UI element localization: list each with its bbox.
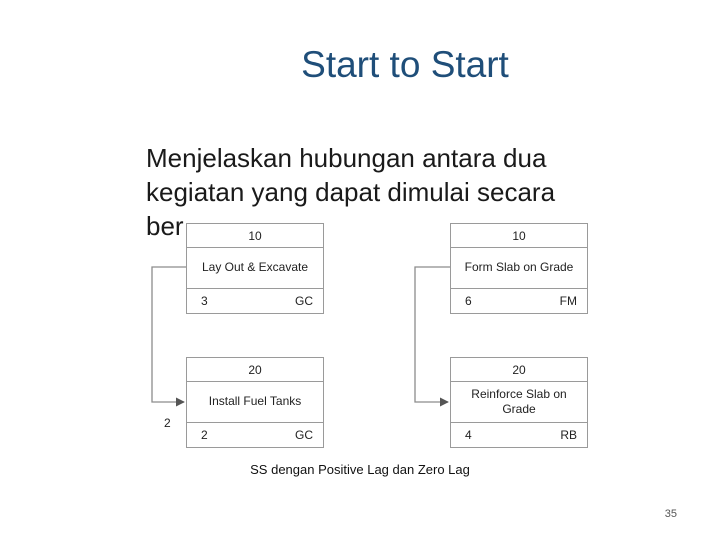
body-line: ber	[146, 211, 184, 241]
lag-label: 2	[164, 416, 171, 430]
node-id: 3	[201, 294, 208, 308]
link-right-ss	[415, 267, 450, 402]
node-duration: 10	[451, 224, 587, 248]
node-footer	[451, 289, 587, 313]
node-resource: GC	[295, 428, 313, 442]
node-resource: RB	[560, 428, 577, 442]
node-resource: FM	[559, 294, 577, 308]
node-duration: 10	[187, 224, 323, 248]
node-name: Lay Out & Excavate	[187, 247, 323, 289]
node-footer	[187, 289, 323, 313]
activity-node-form-slab[interactable]	[450, 223, 588, 314]
activity-node-install-tanks[interactable]	[186, 357, 324, 448]
link-left-ss	[152, 267, 186, 402]
node-footer	[451, 423, 587, 447]
node-resource: GC	[295, 294, 313, 308]
node-id: 2	[201, 428, 208, 442]
slide-title: Start to Start	[301, 44, 509, 85]
node-duration: 20	[187, 358, 323, 382]
node-name: Install Fuel Tanks	[187, 381, 323, 423]
node-footer	[187, 423, 323, 447]
activity-node-layout-excavate[interactable]	[186, 223, 324, 314]
node-id: 4	[465, 428, 472, 442]
figure-caption: SS dengan Positive Lag dan Zero Lag	[250, 462, 470, 477]
node-name: Form Slab on Grade	[451, 247, 587, 289]
body-line: kegiatan yang dapat dimulai secara	[146, 177, 556, 207]
page-number: 35	[664, 508, 677, 520]
node-duration: 20	[451, 358, 587, 382]
activity-node-reinforce-slab[interactable]	[450, 357, 588, 448]
node-name: Reinforce Slab on Grade	[451, 381, 587, 423]
body-line: Menjelaskan hubungan antara dua	[146, 143, 547, 173]
node-id: 6	[465, 294, 472, 308]
